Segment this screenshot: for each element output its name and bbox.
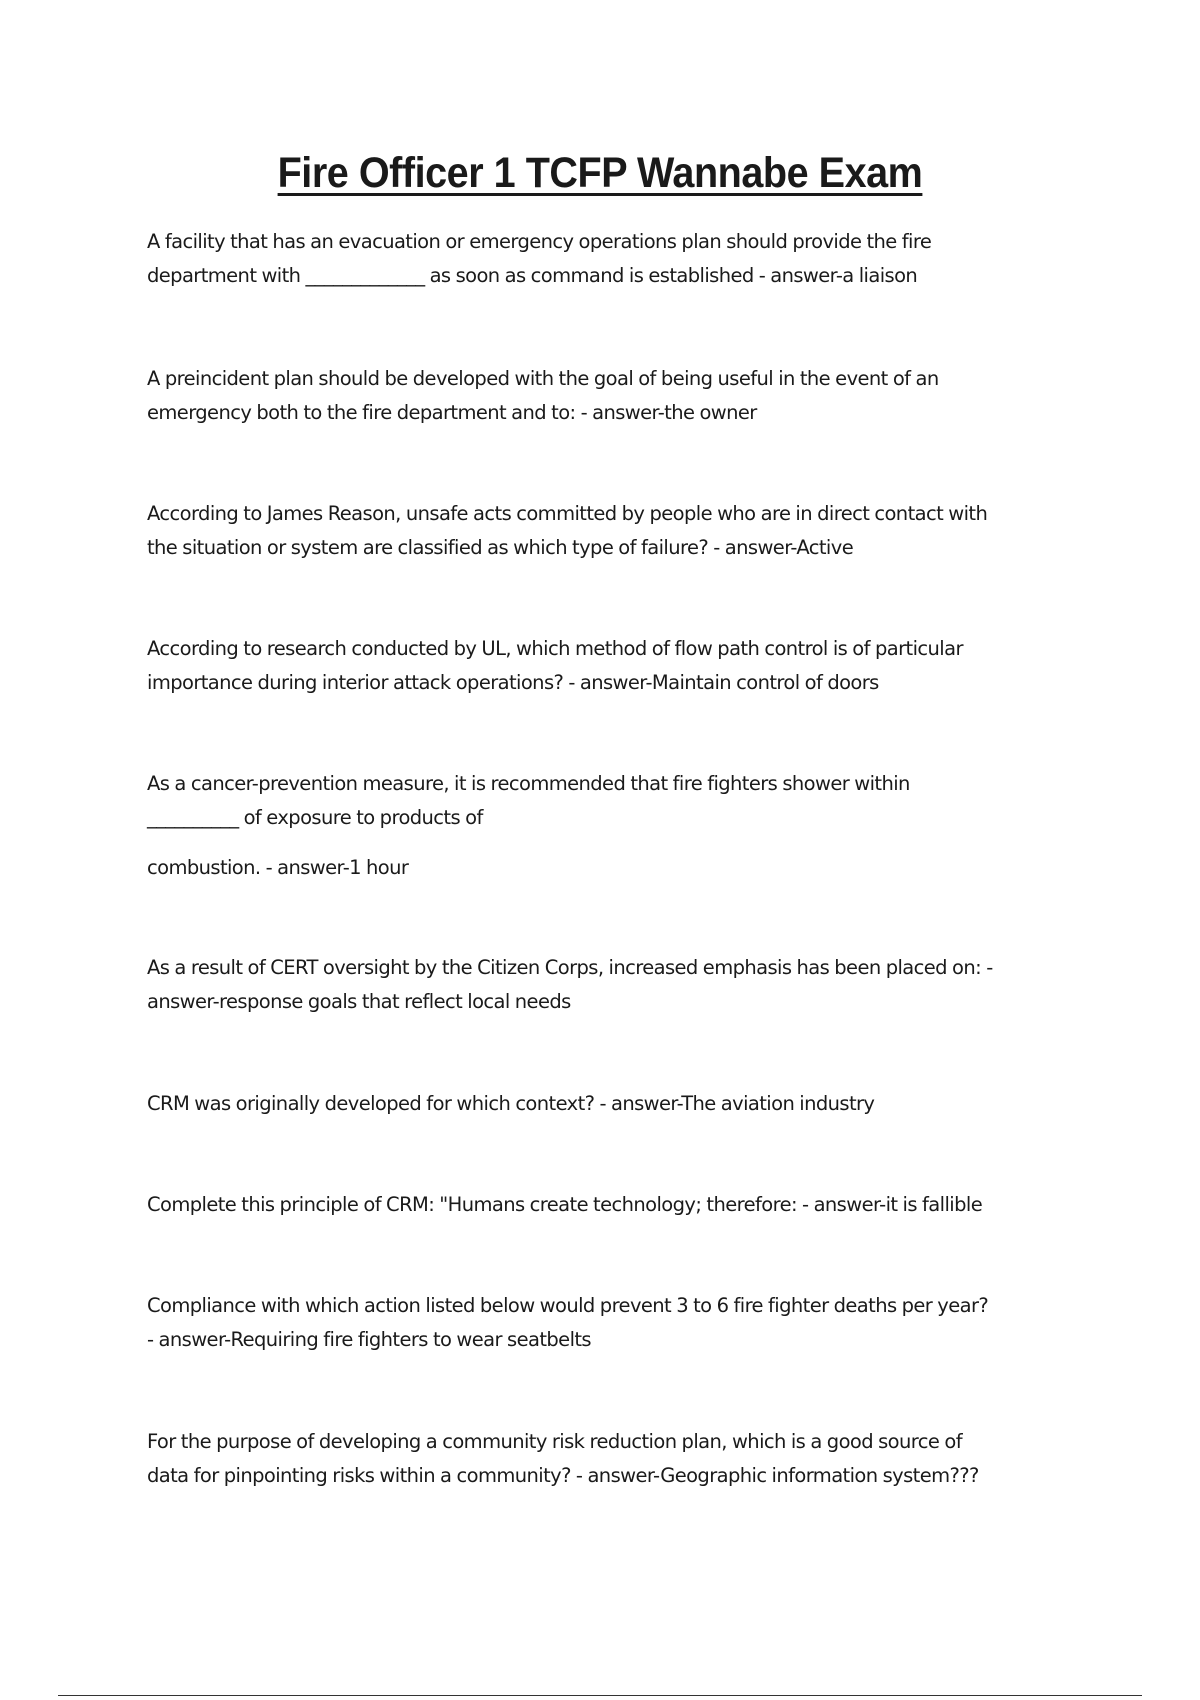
- qa-item-8: Complete this principle of CRM: "Humans create technology; therefore: - answer-it is fallible: [147, 1193, 983, 1216]
- qa-item-5: As a cancer-prevention measure, it is recommended that fire fighters shower within __________ of exposure to products of: [147, 772, 910, 829]
- qa-item-2: A preincident plan should be developed with the goal of being useful in the event of an emergency both to the fire department and to: - answer-the owner: [147, 367, 939, 424]
- qa-item-10: For the purpose of developing a community risk reduction plan, which is a good source of data for pinpointing risks within a community? - answer-Geographic information system???: [147, 1430, 979, 1487]
- qa-item-3: According to James Reason, unsafe acts committed by people who are in direct contact with the situation or system are classified as which type of failure? - answer-Active: [147, 502, 988, 559]
- page-title-text: Fire Officer 1 TCFP Wannabe Exam: [277, 149, 923, 197]
- qa-item-6: As a result of CERT oversight by the Citizen Corps, increased emphasis has been placed on: - answer-response goals that reflect local needs: [147, 956, 993, 1013]
- footer-divider: [58, 1695, 1142, 1696]
- qa-item-5-continuation: combustion. - answer-1 hour: [147, 856, 409, 879]
- qa-item-4: According to research conducted by UL, which method of flow path control is of particular importance during interior attack operations? - answer-Maintain control of doors: [147, 637, 963, 694]
- qa-item-1: A facility that has an evacuation or emergency operations plan should provide the fire department with _____________ as soon as command is established - answer-a liaison: [147, 230, 932, 287]
- qa-item-9: Compliance with which action listed below would prevent 3 to 6 fire fighter deaths per year? - answer-Requiring fire fighters to wear seatbelts: [147, 1294, 989, 1351]
- qa-item-7: CRM was originally developed for which context? - answer-The aviation industry: [147, 1092, 875, 1115]
- page-title: [48, 146, 1152, 200]
